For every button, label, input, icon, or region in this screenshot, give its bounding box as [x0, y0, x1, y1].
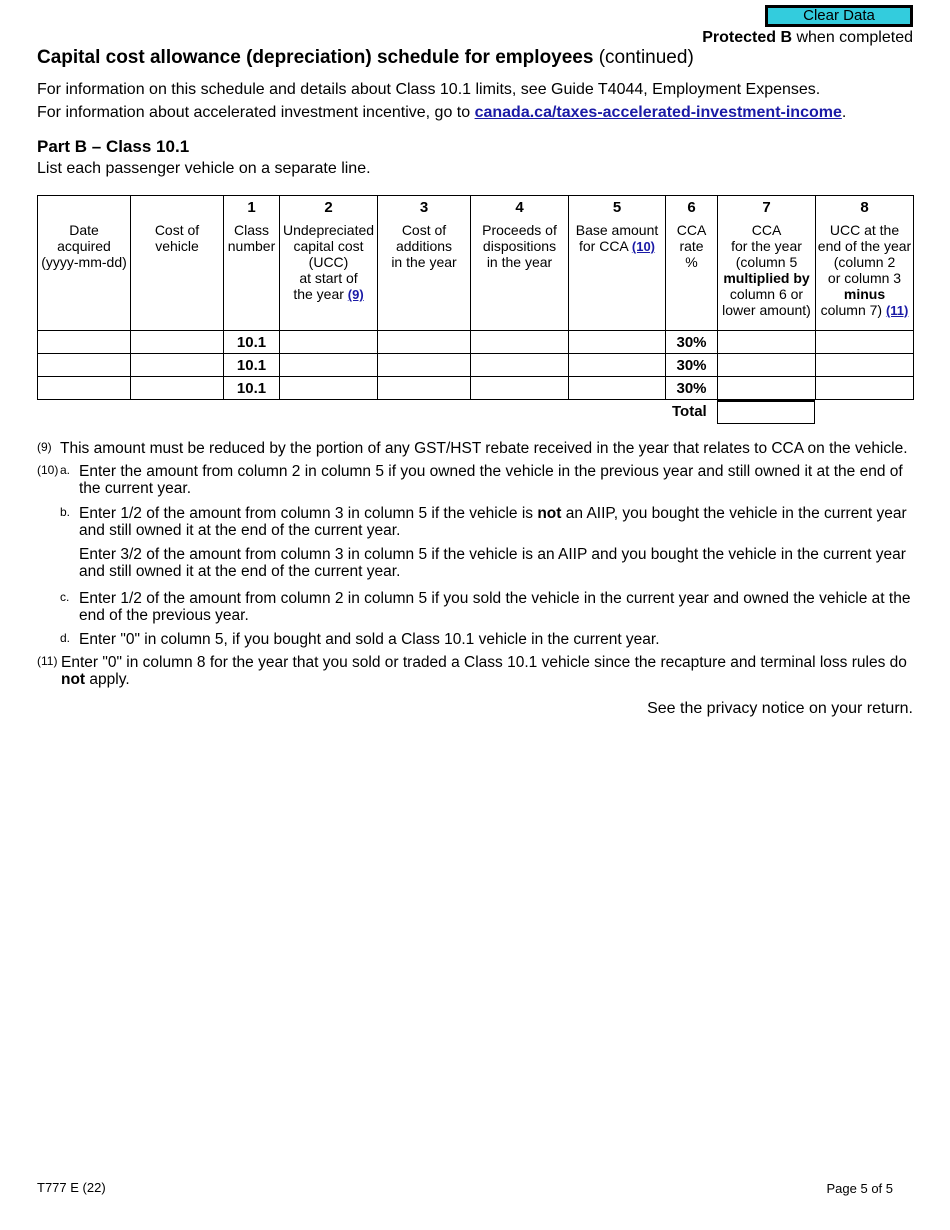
col-text: in the year — [391, 254, 457, 270]
cca-year-input-cell[interactable] — [718, 354, 816, 377]
info-line-1: For information on this schedule and details about Class 10.1 limits, see Guide T4044, Employment Expenses. — [37, 81, 821, 98]
table-header-row — [38, 196, 914, 331]
note-10b-post: an AIIP, you bought the vehicle in the current year and still owned it at the end of the current year. — [79, 505, 907, 539]
part-b-title: Part B – Class 10.1 — [37, 137, 190, 156]
col-date-header — [38, 196, 131, 331]
col-text: acquired — [57, 238, 111, 254]
col-text: in the year — [486, 254, 553, 270]
col-text: rate — [679, 238, 704, 254]
proceeds-input-cell[interactable] — [471, 377, 569, 400]
date-input-cell[interactable] — [38, 331, 131, 354]
col-num: 3 — [419, 199, 429, 216]
cost-input-cell[interactable] — [131, 377, 224, 400]
cca-year-input-cell[interactable] — [718, 377, 816, 400]
additions-input-cell[interactable] — [378, 331, 471, 354]
col-3-header — [378, 196, 471, 331]
protected-bold: Protected B — [702, 29, 793, 46]
additions-input-cell[interactable] — [378, 354, 471, 377]
col-text: minus — [843, 286, 886, 302]
col-text: (column 5 — [735, 254, 798, 270]
note-9-mark: (9) — [37, 440, 52, 454]
class-number-cell: 10.1 — [224, 354, 280, 377]
col-text: Class — [233, 222, 269, 238]
col-text: % — [685, 254, 698, 270]
col-text: Cost of — [401, 222, 447, 238]
proceeds-input-cell[interactable] — [471, 331, 569, 354]
title-bold: Capital cost allowance (depreciation) schedule for employees — [37, 47, 594, 68]
col-num: 1 — [247, 199, 256, 216]
col-text: Proceeds of — [482, 222, 557, 238]
col-2-header — [280, 196, 378, 331]
col-7-header — [718, 196, 816, 331]
col-num-blank — [131, 200, 223, 216]
note-11-post: apply. — [85, 671, 130, 688]
cca-rate-cell: 30% — [666, 354, 718, 377]
col-text: dispositions — [482, 238, 557, 254]
date-input-cell[interactable] — [38, 354, 131, 377]
col-num: 5 — [612, 199, 622, 216]
col-text: CCA — [676, 222, 707, 238]
note-10b — [79, 505, 915, 539]
col-num: 7 — [762, 199, 771, 216]
note-10d: Enter "0" in column 5, if you bought and sold a Class 10.1 vehicle in the current year. — [79, 631, 660, 648]
col-num: 4 — [515, 199, 524, 216]
note-10b-mark: b. — [60, 505, 71, 519]
note-10b-2: Enter 3/2 of the amount from column 3 in column 5 if the vehicle is an AIIP and you bought the vehicle in the current year and still owned it at the end of the current year. — [79, 546, 906, 580]
ucc-end-input-cell[interactable] — [816, 354, 914, 377]
col-text: (UCC) — [308, 254, 349, 270]
col-text: additions — [395, 238, 453, 254]
form-id: T777 E (22) — [37, 1180, 106, 1195]
note-10a-mark: a. — [60, 463, 71, 477]
col-text-part: column 7) — [820, 302, 883, 318]
base-amount-input-cell[interactable] — [569, 377, 666, 400]
base-amount-input-cell[interactable] — [569, 331, 666, 354]
col-text-part: for CCA — [578, 238, 628, 254]
ucc-end-input-cell[interactable] — [816, 377, 914, 400]
footnote-11-link[interactable]: (11) — [885, 303, 909, 318]
clear-data-button[interactable]: Clear Data — [765, 5, 913, 27]
col-num: 2 — [324, 199, 333, 216]
col-text: column 6 or — [729, 286, 804, 302]
col-5-header — [569, 196, 666, 331]
col-text: (yyyy-mm-dd) — [41, 254, 127, 270]
note-10d-mark: d. — [60, 631, 71, 645]
col-text: number — [227, 238, 276, 254]
info-line-2-prefix: For information about accelerated investment incentive, go to — [37, 104, 475, 121]
col-text: CCA — [751, 222, 782, 238]
note-10b-bold: not — [537, 505, 562, 522]
note-10c-mark: c. — [60, 590, 70, 604]
note-11-bold: not — [61, 671, 86, 688]
col-4-header — [471, 196, 569, 331]
note-9: This amount must be reduced by the portion of any GST/HST rebate received in the year that relates to CCA on the vehicle. — [60, 440, 908, 457]
ucc-start-input-cell[interactable] — [280, 377, 378, 400]
col-1-header — [224, 196, 280, 331]
col-text — [816, 302, 913, 319]
col-text-part: the year — [293, 286, 344, 302]
col-text: UCC at the — [829, 222, 900, 238]
col-text: Cost of — [154, 222, 200, 238]
col-cost-header — [131, 196, 224, 331]
aii-link[interactable]: canada.ca/taxes-accelerated-investment-income — [474, 104, 842, 121]
additions-input-cell[interactable] — [378, 377, 471, 400]
col-text: multiplied by — [723, 270, 810, 286]
col-text — [280, 286, 377, 303]
total-input[interactable] — [717, 400, 815, 424]
col-text: Base amount — [575, 222, 659, 238]
col-6-header — [666, 196, 718, 331]
col-text: or column 3 — [827, 270, 902, 286]
note-11 — [61, 654, 915, 688]
col-text — [569, 238, 665, 255]
page-title — [37, 47, 694, 69]
class-number-cell: 10.1 — [224, 377, 280, 400]
col-num: 6 — [687, 199, 696, 216]
note-10-mark: (10) — [37, 463, 59, 477]
class-number-cell: 10.1 — [224, 331, 280, 354]
col-num: 8 — [860, 199, 869, 216]
info-line-2-suffix: . — [841, 104, 847, 121]
proceeds-input-cell[interactable] — [471, 354, 569, 377]
note-11-pre: Enter "0" in column 8 for the year that you sold or traded a Class 10.1 vehicle since the recapture and terminal loss rules do — [61, 654, 907, 671]
footnote-10-link[interactable]: (10) — [631, 239, 656, 254]
col-text: vehicle — [155, 238, 199, 254]
part-b-instruction: List each passenger vehicle on a separate line. — [37, 160, 371, 177]
ucc-start-input-cell[interactable] — [280, 331, 378, 354]
info-line-2 — [37, 104, 846, 122]
cca-year-input-cell[interactable] — [718, 331, 816, 354]
col-text: Date — [69, 222, 99, 238]
col-text: lower amount) — [722, 302, 811, 318]
col-text: end of the year — [817, 238, 912, 254]
footnote-9-link[interactable]: (9) — [347, 287, 364, 302]
cca-rate-cell: 30% — [666, 331, 718, 354]
date-input-cell[interactable] — [38, 377, 131, 400]
ucc-start-input-cell[interactable] — [280, 354, 378, 377]
col-text: capital cost — [293, 238, 364, 254]
ucc-end-input-cell[interactable] — [816, 331, 914, 354]
cca-rate-cell: 30% — [666, 377, 718, 400]
col-num-blank — [38, 200, 130, 216]
base-amount-input-cell[interactable] — [569, 354, 666, 377]
cost-input-cell[interactable] — [131, 354, 224, 377]
total-label: Total — [672, 403, 707, 420]
table-row — [38, 331, 914, 354]
cost-input-cell[interactable] — [131, 331, 224, 354]
table-row — [38, 377, 914, 400]
note-10c: Enter 1/2 of the amount from column 2 in column 5 if you sold the vehicle in the current year and owned the vehicle at the end of the previous year. — [79, 590, 911, 624]
page-number: Page 5 of 5 — [826, 1181, 893, 1196]
note-11-mark: (11) — [37, 654, 58, 668]
title-rest: (continued) — [593, 47, 694, 68]
table-row — [38, 354, 914, 377]
col-text: for the year — [731, 238, 802, 254]
col-text: (column 2 — [833, 254, 896, 270]
privacy-notice: See the privacy notice on your return. — [647, 700, 913, 717]
note-10a: Enter the amount from column 2 in column 5 if you owned the vehicle in the previous year and still owned it at the end of the current year. — [79, 463, 903, 497]
col-text: Undepreciated — [282, 222, 375, 238]
note-10b-pre: Enter 1/2 of the amount from column 3 in column 5 if the vehicle is — [79, 505, 538, 522]
col-text: at start of — [299, 270, 358, 286]
class-10-1-table — [37, 195, 914, 400]
col-8-header — [816, 196, 914, 331]
protected-rest: when completed — [792, 29, 913, 46]
protected-b-label — [702, 29, 913, 47]
